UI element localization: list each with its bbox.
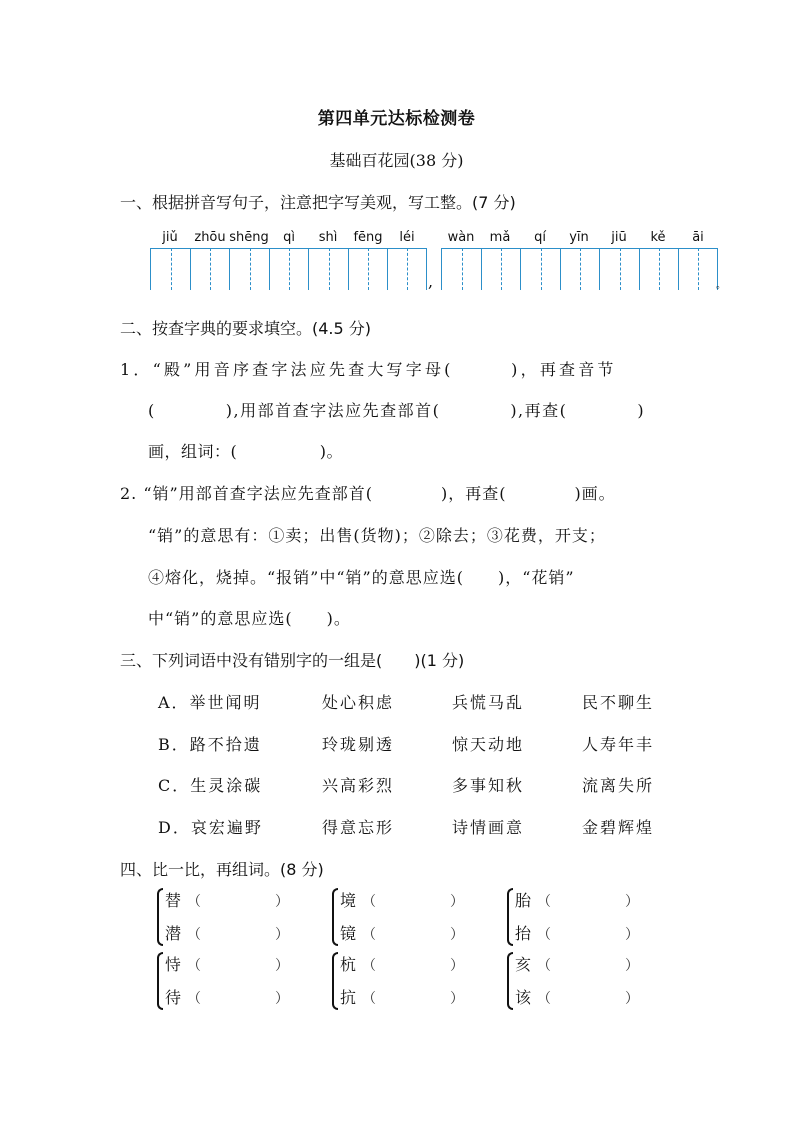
option-label: B．路不拾遗 xyxy=(158,735,262,754)
pair-char: 胎 xyxy=(515,891,532,910)
pinyin-label: yīn xyxy=(569,230,589,245)
pinyin-label: qí xyxy=(534,230,546,245)
option-word: 诗情画意 xyxy=(452,818,525,837)
paren-close: ） xyxy=(275,894,290,910)
grid-end-mark: 。 xyxy=(716,280,726,291)
pair-char: 潜 xyxy=(165,924,182,943)
brace-icon xyxy=(332,888,338,946)
q3-heading: 三、下列词语中没有错别字的一组是( )(1 分) xyxy=(120,651,465,670)
pinyin-label: zhōu xyxy=(194,230,226,245)
option-word: 兴高彩烈 xyxy=(322,776,395,795)
pinyin-label: léi xyxy=(399,230,415,245)
brace-icon xyxy=(332,952,338,1010)
pair-char: 亥 xyxy=(515,955,532,974)
pinyin-label: mǎ xyxy=(489,230,511,245)
writing-cell[interactable] xyxy=(229,248,269,290)
page-title: 第四单元达标检测卷 xyxy=(317,109,476,129)
option-word: 人寿年丰 xyxy=(582,735,655,754)
writing-cell[interactable] xyxy=(560,248,599,290)
pair-char: 抬 xyxy=(515,924,532,943)
pair-char: 抗 xyxy=(340,988,357,1007)
paren-close: ） xyxy=(625,958,640,974)
q2-item1-line2: ( ),用部首查字法应先查部首( ),再查( ) xyxy=(148,401,646,420)
option-label: D．哀宏遍野 xyxy=(158,818,263,837)
writing-cell[interactable] xyxy=(308,248,348,290)
option-word: 惊天动地 xyxy=(452,735,525,754)
writing-cell[interactable] xyxy=(150,248,190,290)
paren-close: ） xyxy=(450,927,465,943)
brace-icon xyxy=(507,888,513,946)
pinyin-label: wàn xyxy=(447,230,475,245)
paren-open: （ xyxy=(537,894,552,910)
paren-close: ） xyxy=(450,991,465,1007)
writing-cell[interactable] xyxy=(269,248,308,290)
q1-heading: 一、根据拼音写句子，注意把字写美观，写工整。(7 分) xyxy=(120,193,516,212)
paren-close: ） xyxy=(625,927,640,943)
brace-icon xyxy=(157,952,163,1010)
paren-open: （ xyxy=(537,991,552,1007)
paren-close: ） xyxy=(275,927,290,943)
writing-cell[interactable] xyxy=(599,248,639,290)
paren-close: ） xyxy=(275,991,290,1007)
pinyin-label: āi xyxy=(692,230,704,245)
paren-close: ） xyxy=(625,894,640,910)
option-word: 玲珑剔透 xyxy=(322,735,395,754)
paren-open: （ xyxy=(362,991,377,1007)
q2-item2-line1: 2. “销”用部首查字法应先查部首( )，再查( )画。 xyxy=(120,484,616,503)
q2-item1-line1: 1．“殿”用音序查字法应先查大写字母( )，再查音节 xyxy=(120,360,617,379)
q2-item2-line4: 中“销”的意思应选( )。 xyxy=(148,609,351,628)
paren-open: （ xyxy=(537,927,552,943)
grid-comma: , xyxy=(428,272,434,291)
pair-char: 替 xyxy=(165,891,182,910)
pair-char: 境 xyxy=(340,891,357,910)
paren-open: （ xyxy=(187,894,202,910)
writing-cell[interactable] xyxy=(387,248,427,290)
option-word: 处心积虑 xyxy=(322,693,395,712)
paren-close: ） xyxy=(450,894,465,910)
pinyin-label: fēng xyxy=(353,230,383,245)
paren-close: ） xyxy=(275,958,290,974)
writing-cell[interactable] xyxy=(441,248,481,290)
paren-open: （ xyxy=(187,991,202,1007)
pair-char: 镜 xyxy=(340,924,357,943)
pair-char: 杭 xyxy=(340,955,357,974)
q4-heading: 四、比一比，再组词。(8 分) xyxy=(120,860,324,879)
option-word: 流离失所 xyxy=(582,776,655,795)
pair-char: 待 xyxy=(165,988,182,1007)
q2-item1-line3: 画，组词：( )。 xyxy=(148,442,343,461)
writing-cell[interactable] xyxy=(190,248,229,290)
paren-open: （ xyxy=(362,927,377,943)
option-word: 兵慌马乱 xyxy=(452,693,525,712)
q2-item2-line2: “销”的意思有：①卖；出售(货物)；②除去；③花费，开支； xyxy=(148,526,606,545)
option-word: 民不聊生 xyxy=(582,693,655,712)
pinyin-label: jiǔ xyxy=(162,230,178,245)
paren-close: ） xyxy=(450,958,465,974)
option-word: 多事知秋 xyxy=(452,776,525,795)
writing-cell[interactable] xyxy=(348,248,387,290)
pinyin-label: jiū xyxy=(611,230,627,245)
paren-close: ） xyxy=(625,991,640,1007)
paren-open: （ xyxy=(187,958,202,974)
option-word: 得意忘形 xyxy=(322,818,395,837)
pair-char: 该 xyxy=(515,988,532,1007)
pinyin-label: qì xyxy=(283,230,295,245)
brace-icon xyxy=(157,888,163,946)
writing-cell[interactable] xyxy=(639,248,678,290)
pinyin-label: shēng xyxy=(229,230,269,245)
writing-cell[interactable] xyxy=(678,248,718,290)
section-subtitle: 基础百花园(38 分) xyxy=(329,151,464,170)
paren-open: （ xyxy=(362,894,377,910)
pinyin-label: shì xyxy=(318,230,338,245)
q2-item2-line3: ④熔化，烧掉。“报销”中“销”的意思应选( )，“花销” xyxy=(148,568,575,587)
writing-cell[interactable] xyxy=(481,248,520,290)
paren-open: （ xyxy=(187,927,202,943)
q2-heading: 二、按查字典的要求填空。(4.5 分) xyxy=(120,319,372,338)
option-label: A．举世闻明 xyxy=(158,693,262,712)
paren-open: （ xyxy=(537,958,552,974)
pair-char: 恃 xyxy=(165,955,182,974)
pinyin-label: kě xyxy=(650,230,666,245)
option-word: 金碧辉煌 xyxy=(582,818,655,837)
brace-icon xyxy=(507,952,513,1010)
option-label: C．生灵涂碳 xyxy=(158,776,263,795)
writing-cell[interactable] xyxy=(520,248,560,290)
paren-open: （ xyxy=(362,958,377,974)
